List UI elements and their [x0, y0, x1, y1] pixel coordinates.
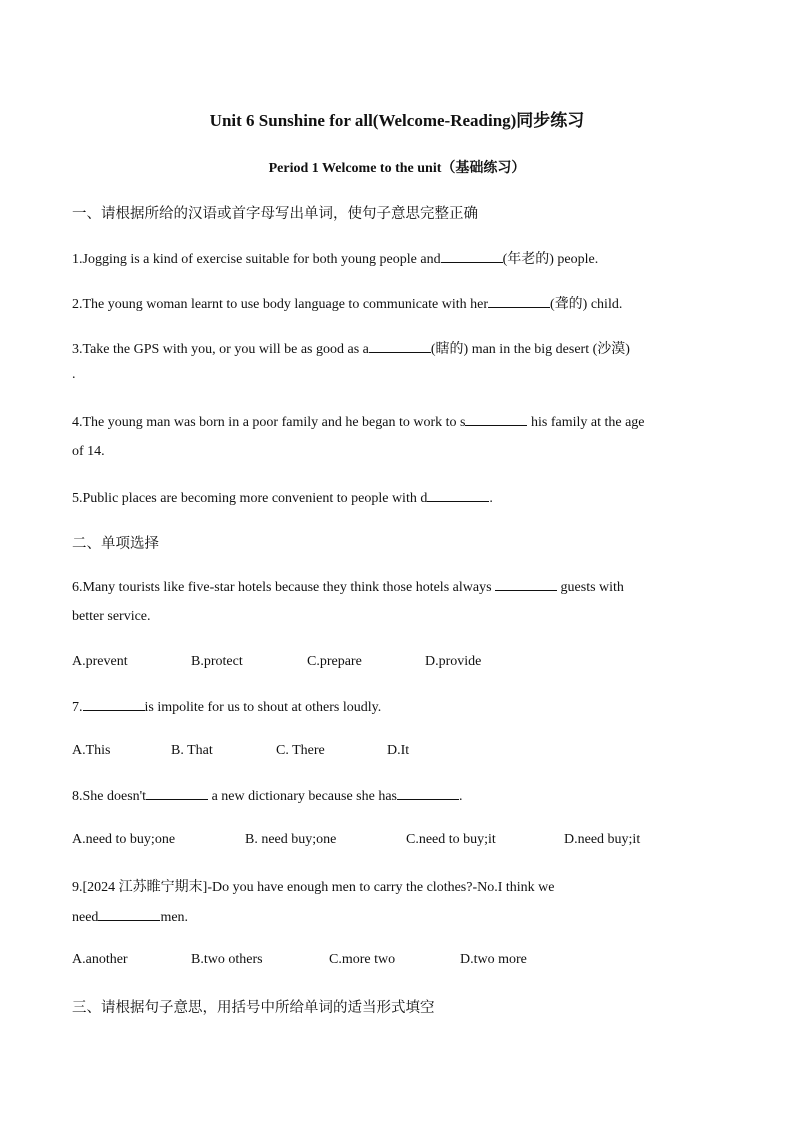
question-4-continuation: of 14. — [72, 444, 105, 459]
question-3-continuation: . — [72, 367, 76, 382]
question-9: 9.[2024 江苏睢宁期末]-Do you have enough men to carry the clothes?-No.I think we — [72, 880, 555, 895]
answer-blank[interactable] — [369, 340, 431, 353]
q7-option-d[interactable]: D.It — [387, 743, 410, 758]
q7-option-a[interactable]: A.This — [72, 743, 111, 758]
section-heading-1: 一、请根据所给的汉语或首字母写出单词，使句子意思完整正确 — [72, 206, 478, 222]
question-2: 2.The young woman learnt to use body language to communicate with her (聋的) child. — [72, 297, 623, 312]
question-6: 6.Many tourists like five-star hotels because they think those hotels always guests with — [72, 580, 624, 595]
answer-blank[interactable] — [488, 295, 550, 308]
page-title: Unit 6 Sunshine for all(Welcome-Reading)同步练习 — [209, 111, 585, 130]
question-5: 5.Public places are becoming more convenient to people with d . — [72, 491, 493, 506]
q6-option-b[interactable]: B.protect — [191, 654, 243, 669]
section-heading-2: 二、单项选择 — [72, 536, 159, 552]
question-1: 1.Jogging is a kind of exercise suitable for both young people and (年老的) people. — [72, 252, 599, 267]
q9-option-a[interactable]: A.another — [72, 952, 128, 967]
answer-blank[interactable] — [146, 787, 208, 800]
question-7: 7. is impolite for us to shout at others loudly. — [72, 700, 382, 715]
answer-blank[interactable] — [83, 698, 145, 711]
answer-blank[interactable] — [427, 489, 489, 502]
q7-option-b[interactable]: B. That — [171, 743, 213, 758]
section-heading-3: 三、请根据句子意思，用括号中所给单词的适当形式填空 — [72, 1000, 435, 1016]
question-3: 3.Take the GPS with you, or you will be as good as a (瞎的) man in the big desert (沙漠) — [72, 342, 630, 357]
answer-blank[interactable] — [397, 787, 459, 800]
answer-blank[interactable] — [465, 413, 527, 426]
q9-option-d[interactable]: D.two more — [460, 952, 527, 967]
q8-option-a[interactable]: A.need to buy;one — [72, 832, 176, 847]
question-8: 8.She doesn't a new dictionary because she has . — [72, 789, 463, 804]
q6-option-a[interactable]: A.prevent — [72, 654, 128, 669]
q6-option-c[interactable]: C.prepare — [307, 654, 362, 669]
question-6-continuation: better service. — [72, 609, 151, 624]
page-subtitle: Period 1 Welcome to the unit（基础练习） — [268, 161, 526, 176]
q8-option-b[interactable]: B. need buy;one — [245, 832, 337, 847]
q9-option-b[interactable]: B.two others — [191, 952, 263, 967]
question-4: 4.The young man was born in a poor family and he began to work to s his family at the age — [72, 415, 645, 430]
q8-option-d[interactable]: D.need buy;it — [564, 832, 641, 847]
answer-blank[interactable] — [98, 908, 160, 921]
answer-blank[interactable] — [495, 578, 557, 591]
q8-option-c[interactable]: C.need to buy;it — [406, 832, 496, 847]
q6-option-d[interactable]: D.provide — [425, 654, 482, 669]
q9-option-c[interactable]: C.more two — [329, 952, 396, 967]
question-9-continuation: need men. — [72, 910, 189, 925]
answer-blank[interactable] — [441, 250, 503, 263]
q7-option-c[interactable]: C. There — [276, 743, 325, 758]
